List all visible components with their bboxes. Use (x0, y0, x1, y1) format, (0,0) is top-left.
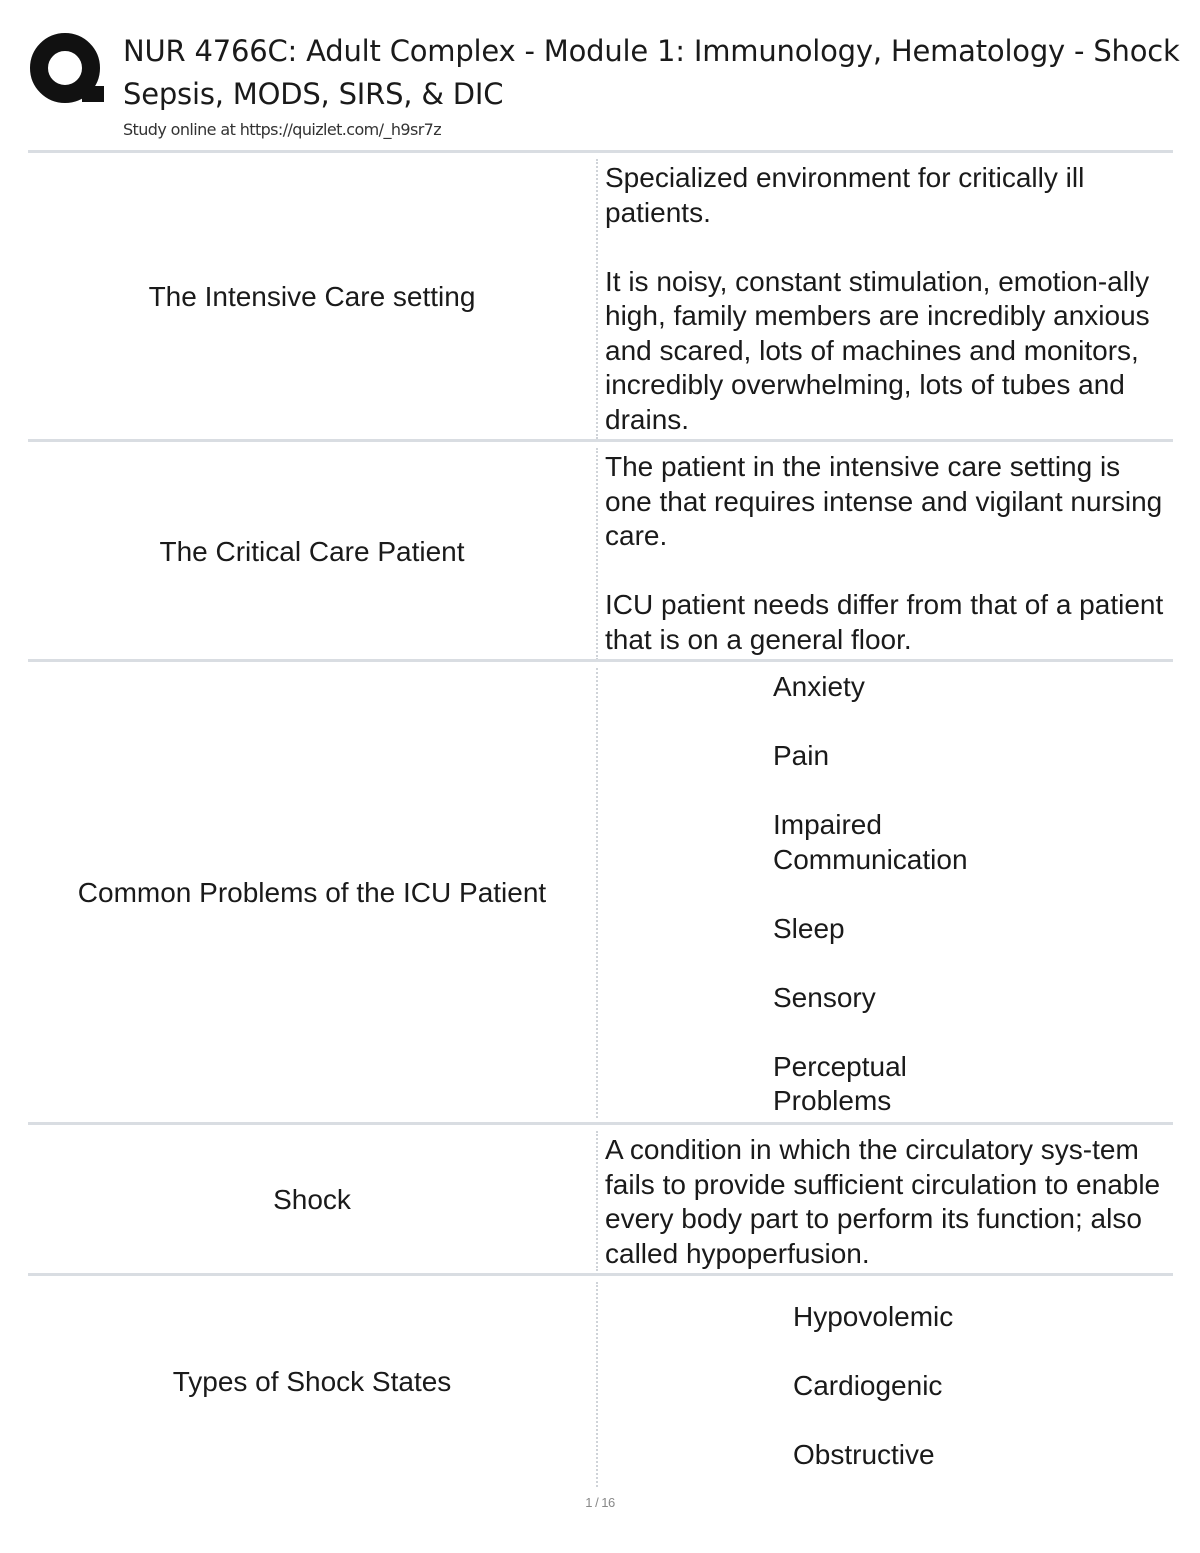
definition-1 (605, 161, 1165, 437)
term-5: Types of Shock States (172, 1366, 452, 1397)
page-title (123, 30, 1200, 116)
study-online-link[interactable]: Study online at https://quizlet.com/_h9sr7z (123, 120, 442, 139)
card-row-3 (28, 659, 1173, 1124)
definition-5 (793, 1300, 1053, 1473)
column-divider (596, 159, 598, 439)
list-item: Impaired Communication (773, 809, 968, 875)
column-divider (596, 448, 598, 660)
definition-4 (605, 1133, 1165, 1271)
list-item: Sensory (773, 981, 876, 1013)
definition-paragraph: ICU patient needs differ from that of a patient that is on a general floor. (605, 589, 1164, 655)
list-item: Pain (773, 740, 830, 771)
page-number: 1 / 16 (585, 1495, 615, 1510)
list-item: Perceptual Problems (773, 1050, 907, 1116)
column-divider (596, 668, 598, 1118)
definition-2 (605, 450, 1165, 657)
term-4: Shock (273, 1184, 351, 1215)
column-divider (596, 1131, 598, 1271)
definition-paragraph: A condition in which the circulatory sys-tem fails to provide sufficient circulation to enable every body part to perform its function; also called hypoperfusion. (605, 1134, 1161, 1269)
title-line-2: Sepsis, MODS, SIRS, & DIC (123, 77, 504, 111)
card-row-1 (28, 150, 1173, 441)
column-divider (596, 1282, 598, 1487)
term-1: The Intensive Care setting (148, 281, 476, 312)
list-item: Cardiogenic (793, 1370, 943, 1401)
quizlet-logo-icon (30, 32, 104, 106)
title-line-1: NUR 4766C: Adult Complex - Module 1: Immunology, Hematology - Shock (123, 34, 1180, 68)
list-item: Hypovolemic (793, 1301, 954, 1332)
list-item: Obstructive (793, 1439, 935, 1470)
definition-paragraph: Specialized environment for critically ill patients. (605, 162, 1085, 228)
card-row-2 (28, 439, 1173, 661)
definition-paragraph: The patient in the intensive care setting is one that requires intense and vigilant nursing care. (605, 451, 1163, 551)
list-item: Anxiety (773, 671, 865, 702)
term-2: The Critical Care Patient (159, 535, 465, 567)
list-item: Sleep (773, 912, 845, 944)
definition-3 (773, 670, 1033, 1119)
card-row-5 (28, 1273, 1173, 1488)
definition-paragraph: It is noisy, constant stimulation, emotion-ally high, family members are incredibly anxious and scared, lots of machines and monitors, incredibly overwhelming, lots of tubes and drains. (605, 265, 1150, 435)
term-3: Common Problems of the ICU Patient (77, 877, 547, 908)
card-row-4 (28, 1122, 1173, 1275)
